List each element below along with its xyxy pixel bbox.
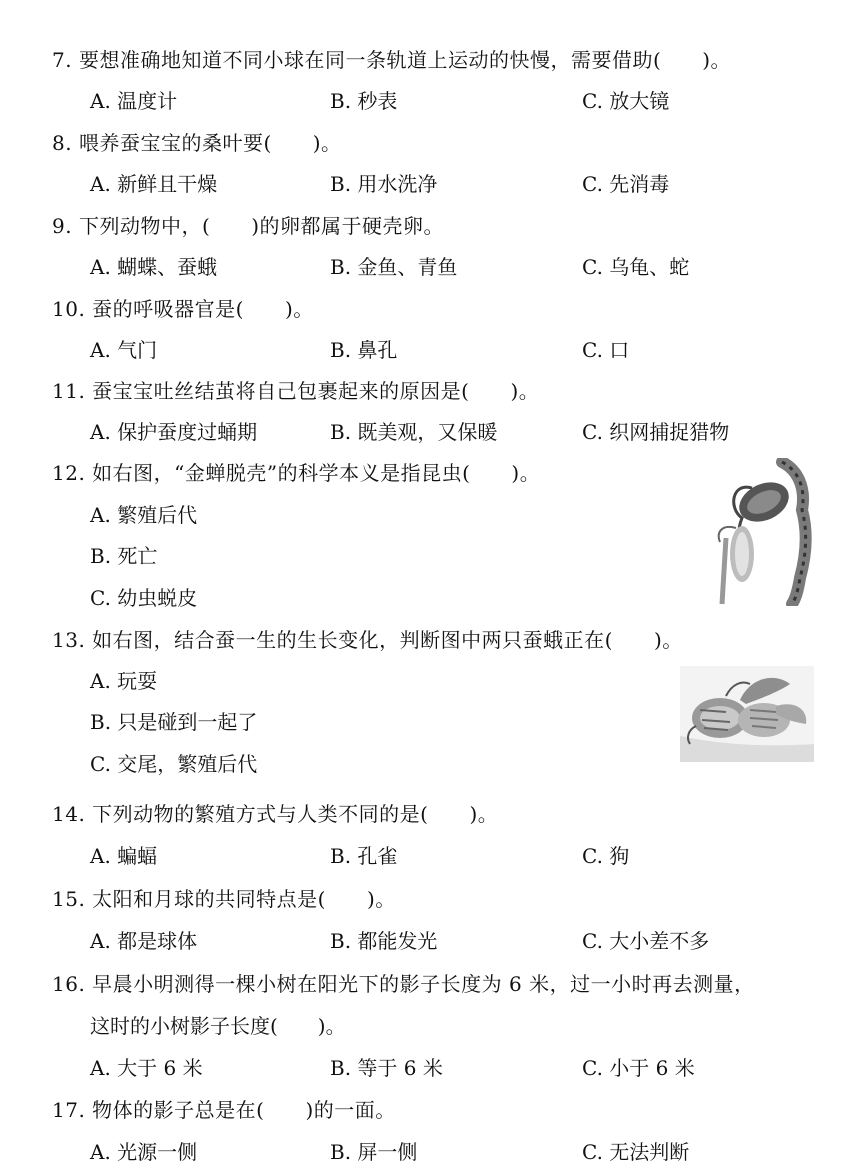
question-13-option-b[interactable]: B. 只是碰到一起了 bbox=[90, 710, 258, 734]
question-9-option-a[interactable]: A. 蝴蝶、蚕蛾 bbox=[90, 255, 218, 279]
question-12-option-c[interactable]: C. 幼虫蜕皮 bbox=[90, 586, 198, 610]
question-9-option-b[interactable]: B. 金鱼、青鱼 bbox=[330, 255, 458, 279]
question-16-option-c[interactable]: C. 小于 6 米 bbox=[582, 1056, 695, 1080]
question-13-option-c[interactable]: C. 交尾，繁殖后代 bbox=[90, 752, 258, 776]
question-17-option-c[interactable]: C. 无法判断 bbox=[582, 1140, 690, 1164]
question-15-option-a[interactable]: A. 都是球体 bbox=[90, 929, 198, 953]
question-8-option-a[interactable]: A. 新鲜且干燥 bbox=[90, 172, 218, 196]
question-14-option-c[interactable]: C. 狗 bbox=[582, 844, 630, 868]
question-7-option-a[interactable]: A. 温度计 bbox=[90, 89, 178, 113]
question-13-option-a[interactable]: A. 玩耍 bbox=[90, 669, 158, 693]
question-11-option-b[interactable]: B. 既美观，又保暖 bbox=[330, 420, 498, 444]
question-16-stem: 16. 早晨小明测得一棵小树在阳光下的影子长度为 6 米，过一小时再去测量， bbox=[52, 972, 755, 996]
question-14-stem: 14. 下列动物的繁殖方式与人类不同的是( )。 bbox=[52, 802, 499, 826]
question-12-option-b[interactable]: B. 死亡 bbox=[90, 544, 158, 568]
question-7-option-c[interactable]: C. 放大镜 bbox=[582, 89, 670, 113]
question-12-option-a[interactable]: A. 繁殖后代 bbox=[90, 503, 198, 527]
question-8-stem: 8. 喂养蚕宝宝的桑叶要( )。 bbox=[52, 131, 342, 155]
question-15-stem: 15. 太阳和月球的共同特点是( )。 bbox=[52, 887, 396, 911]
cicada-molting-figure bbox=[712, 458, 816, 606]
question-10-option-a[interactable]: A. 气门 bbox=[90, 338, 158, 362]
question-11-option-c[interactable]: C. 织网捕捉猎物 bbox=[582, 420, 730, 444]
question-16-option-a[interactable]: A. 大于 6 米 bbox=[90, 1056, 203, 1080]
question-10-stem: 10. 蚕的呼吸器官是( )。 bbox=[52, 297, 314, 321]
question-14-option-a[interactable]: A. 蝙蝠 bbox=[90, 844, 158, 868]
question-16-option-b[interactable]: B. 等于 6 米 bbox=[330, 1056, 443, 1080]
question-8-option-b[interactable]: B. 用水洗净 bbox=[330, 172, 438, 196]
question-14-option-b[interactable]: B. 孔雀 bbox=[330, 844, 398, 868]
question-12-stem: 12. 如右图，“金蝉脱壳”的科学本义是指昆虫( )。 bbox=[52, 461, 541, 485]
question-11-option-a[interactable]: A. 保护蚕度过蛹期 bbox=[90, 420, 258, 444]
question-17-option-b[interactable]: B. 屏一侧 bbox=[330, 1140, 418, 1164]
question-17-option-a[interactable]: A. 光源一侧 bbox=[90, 1140, 198, 1164]
question-9-option-c[interactable]: C. 乌龟、蛇 bbox=[582, 255, 690, 279]
cicada-molting-photo bbox=[719, 462, 806, 604]
question-16-stem-line2: 这时的小树影子长度( )。 bbox=[90, 1014, 346, 1038]
question-13-stem: 13. 如右图，结合蚕一生的生长变化，判断图中两只蚕蛾正在( )。 bbox=[52, 628, 683, 652]
question-10-option-b[interactable]: B. 鼻孔 bbox=[330, 338, 398, 362]
question-9-stem: 9. 下列动物中，( )的卵都属于硬壳卵。 bbox=[52, 214, 445, 238]
question-7-option-b[interactable]: B. 秒表 bbox=[330, 89, 398, 113]
question-17-stem: 17. 物体的影子总是在( )的一面。 bbox=[52, 1098, 396, 1122]
question-15-option-b[interactable]: B. 都能发光 bbox=[330, 929, 438, 953]
mating-silkmoths-photo bbox=[680, 666, 814, 762]
question-7-stem: 7. 要想准确地知道不同小球在同一条轨道上运动的快慢，需要借助( )。 bbox=[52, 48, 732, 72]
question-8-option-c[interactable]: C. 先消毒 bbox=[582, 172, 670, 196]
question-11-stem: 11. 蚕宝宝吐丝结茧将自己包裹起来的原因是( )。 bbox=[52, 379, 540, 403]
silkmoths-figure bbox=[680, 666, 814, 762]
question-10-option-c[interactable]: C. 口 bbox=[582, 338, 630, 362]
question-15-option-c[interactable]: C. 大小差不多 bbox=[582, 929, 710, 953]
